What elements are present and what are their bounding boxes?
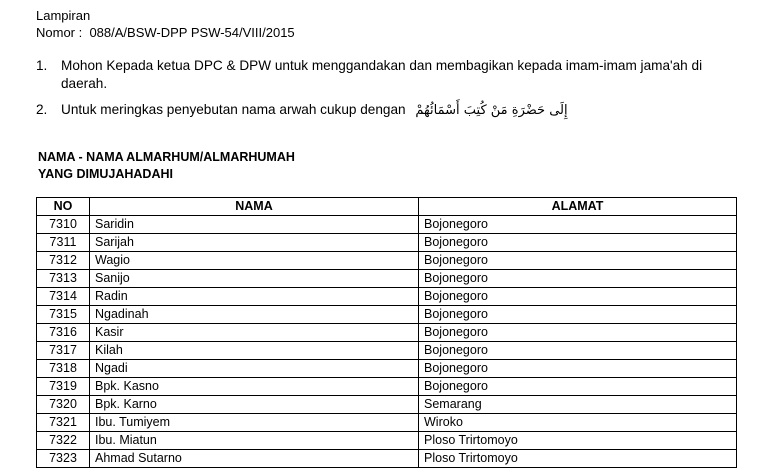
cell-nama: Bpk. Kasno bbox=[90, 378, 419, 396]
column-header-no: NO bbox=[37, 198, 90, 216]
column-header-alamat: ALAMAT bbox=[419, 198, 737, 216]
table-row bbox=[37, 216, 737, 234]
cell-alamat: Ploso Trirtomoyo bbox=[419, 432, 737, 450]
cell-no: 7312 bbox=[37, 252, 90, 270]
table-row bbox=[37, 360, 737, 378]
table-row bbox=[37, 252, 737, 270]
cell-no: 7315 bbox=[37, 306, 90, 324]
column-header-nama: NAMA bbox=[90, 198, 419, 216]
cell-alamat: Bojonegoro bbox=[419, 234, 737, 252]
cell-no: 7323 bbox=[37, 450, 90, 468]
cell-nama: Ibu. Tumiyem bbox=[90, 414, 419, 432]
cell-no: 7322 bbox=[37, 432, 90, 450]
cell-alamat: Bojonegoro bbox=[419, 342, 737, 360]
cell-no: 7314 bbox=[37, 288, 90, 306]
cell-nama: Sanijo bbox=[90, 270, 419, 288]
note-number: 2. bbox=[36, 102, 48, 117]
cell-alamat: Bojonegoro bbox=[419, 252, 737, 270]
cell-no: 7310 bbox=[37, 216, 90, 234]
cell-alamat: Bojonegoro bbox=[419, 378, 737, 396]
names-table bbox=[36, 197, 737, 468]
cell-no: 7311 bbox=[37, 234, 90, 252]
heading-line: NAMA - NAMA ALMARHUM/ALMARHUMAH bbox=[38, 150, 295, 164]
cell-nama: Sarijah bbox=[90, 234, 419, 252]
table-row bbox=[37, 234, 737, 252]
list-heading bbox=[38, 149, 295, 183]
cell-alamat: Ploso Trirtomoyo bbox=[419, 450, 737, 468]
cell-nama: Ibu. Miatun bbox=[90, 432, 419, 450]
cell-nama: Ahmad Sutarno bbox=[90, 450, 419, 468]
table-row bbox=[37, 450, 737, 468]
cell-nama: Ngadinah bbox=[90, 306, 419, 324]
cell-alamat: Bojonegoro bbox=[419, 288, 737, 306]
cell-nama: Ngadi bbox=[90, 360, 419, 378]
table-row bbox=[37, 270, 737, 288]
note-text: Untuk meringkas penyebutan nama arwah cukup dengan bbox=[61, 102, 406, 117]
cell-no: 7320 bbox=[37, 396, 90, 414]
table-row bbox=[37, 432, 737, 450]
table-body bbox=[37, 216, 737, 468]
arabic-phrase: إِلَى حَضْرَةِ مَنْ كُتِبَ أَسْمَائُهُمْ bbox=[415, 103, 568, 118]
note-item bbox=[36, 101, 736, 120]
table-row bbox=[37, 324, 737, 342]
cell-no: 7316 bbox=[37, 324, 90, 342]
cell-nama: Radin bbox=[90, 288, 419, 306]
cell-no: 7313 bbox=[37, 270, 90, 288]
table-row bbox=[37, 288, 737, 306]
note-number: 1. bbox=[36, 58, 48, 73]
cell-alamat: Wiroko bbox=[419, 414, 737, 432]
cell-alamat: Bojonegoro bbox=[419, 216, 737, 234]
cell-no: 7317 bbox=[37, 342, 90, 360]
document-number: Nomor : 088/A/BSW-DPP PSW-54/VIII/2015 bbox=[36, 25, 295, 40]
table-row bbox=[37, 396, 737, 414]
cell-nama: Kilah bbox=[90, 342, 419, 360]
cell-nama: Kasir bbox=[90, 324, 419, 342]
cell-no: 7319 bbox=[37, 378, 90, 396]
cell-alamat: Bojonegoro bbox=[419, 324, 737, 342]
cell-alamat: Semarang bbox=[419, 396, 737, 414]
notes-list bbox=[36, 57, 736, 128]
table-row bbox=[37, 342, 737, 360]
cell-nama: Wagio bbox=[90, 252, 419, 270]
cell-no: 7318 bbox=[37, 360, 90, 378]
cell-alamat: Bojonegoro bbox=[419, 270, 737, 288]
table-row bbox=[37, 306, 737, 324]
table-header-row bbox=[37, 198, 737, 216]
cell-no: 7321 bbox=[37, 414, 90, 432]
table-row bbox=[37, 378, 737, 396]
heading-line: YANG DIMUJAHADAHI bbox=[38, 167, 173, 181]
lampiran-label: Lampiran bbox=[36, 8, 91, 23]
note-text: Mohon Kepada ketua DPC & DPW untuk menggandakan dan membagikan kepada imam-imam jama'ah di daerah. bbox=[61, 58, 703, 91]
cell-nama: Saridin bbox=[90, 216, 419, 234]
note-item bbox=[36, 57, 736, 93]
cell-nama: Bpk. Karno bbox=[90, 396, 419, 414]
table-row bbox=[37, 414, 737, 432]
cell-alamat: Bojonegoro bbox=[419, 360, 737, 378]
cell-alamat: Bojonegoro bbox=[419, 306, 737, 324]
